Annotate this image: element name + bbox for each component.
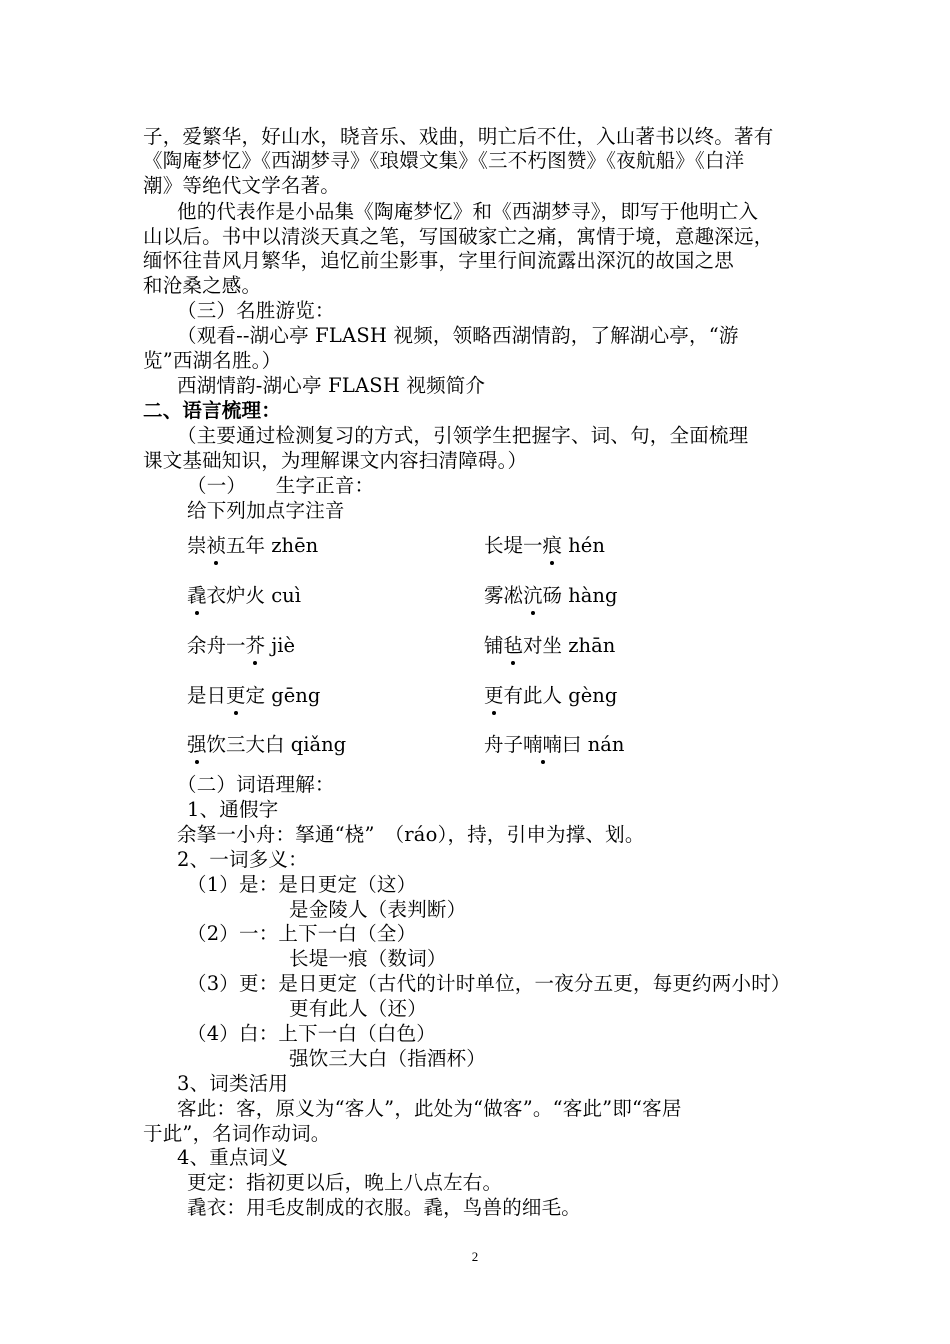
- dotted-char: 强: [187, 733, 207, 756]
- dotted-char: 更: [484, 684, 504, 707]
- pinyin-answer: hén: [568, 534, 605, 557]
- vocab-line: 毳衣：用毛皮制成的衣服。毳，鸟兽的细毛。: [187, 1196, 582, 1219]
- item-text: 铺: [484, 634, 504, 657]
- vocab-line: （1）是：是日更定（这）: [187, 873, 417, 896]
- pinyin-answer: hàng: [568, 584, 618, 607]
- vocab-line: （2）一：上下一白（全）: [187, 922, 417, 945]
- pinyin-item: [484, 684, 617, 708]
- scenic-line-2: 览”西湖名胜。）: [143, 349, 282, 372]
- vocab-line: 客此：客，原义为“客人”，此处为“做客”。“客此”即“客居: [177, 1097, 682, 1120]
- pinyin-item: [484, 634, 615, 658]
- dotted-char: 祯: [206, 534, 227, 557]
- item-text: 有此人: [503, 684, 563, 707]
- section-line-2: 课文基础知识，为理解课文内容扫清障碍。）: [143, 449, 528, 472]
- item-text: 饮三大白: [206, 733, 285, 756]
- vocab-line: 是金陵人（表判断）: [289, 898, 467, 921]
- section-title: 二、语言梳理：: [143, 399, 281, 422]
- item-text: 衣炉火: [206, 584, 266, 607]
- instruction-text: 给下列加点字注音: [187, 499, 345, 522]
- intro-line-5: 山以后。书中以清淡天真之笔，写国破家亡之痛，寓情于境，意趣深远，: [143, 225, 774, 248]
- item-text: 雾凇: [484, 584, 524, 607]
- vocab-heading: （二）词语理解：: [177, 773, 335, 796]
- vocab-topic-2: 2、一词多义：: [177, 848, 308, 871]
- dotted-char: 芥: [245, 634, 266, 657]
- pinyin-answer: zhān: [568, 634, 616, 657]
- pinyin-item: [484, 534, 605, 558]
- subsection-heading: （一） 生字正音：: [187, 474, 375, 497]
- pinyin-answer: gèng: [568, 684, 618, 707]
- item-text: 曰: [562, 733, 582, 756]
- intro-line-7: 和沧桑之感。: [143, 274, 262, 297]
- intro-line-3: 潮》等绝代文学名著。: [143, 174, 341, 197]
- intro-line-4: 他的代表作是小品集《陶庵梦忆》和《西湖梦寻》，即写于他明亡入: [177, 200, 759, 223]
- vocab-topic-3: 3、词类活用: [177, 1072, 289, 1095]
- dotted-char: 更: [226, 684, 246, 707]
- item-text: 是日: [187, 684, 227, 707]
- pinyin-answer: jiè: [271, 634, 296, 657]
- vocab-line: （4）白：上下一白（白色）: [187, 1022, 437, 1045]
- item-text: 余舟一: [187, 634, 246, 657]
- item-text: 砀: [542, 584, 563, 607]
- pinyin-item: [484, 733, 625, 757]
- dotted-char: 沆: [523, 584, 543, 607]
- intro-line-6: 缅怀往昔风月繁华，追忆前尘影事，字里行间流露出深沉的故国之思: [143, 249, 735, 272]
- vocab-line: 更有此人（还）: [289, 997, 427, 1020]
- dotted-char: 喃喃: [523, 733, 563, 756]
- item-text: 长堤一: [484, 534, 543, 557]
- pinyin-item: [187, 584, 301, 608]
- item-text: 定: [245, 684, 266, 707]
- vocab-line: 更定：指初更以后，晚上八点左右。: [187, 1171, 503, 1194]
- intro-line-2: 《陶庵梦忆》《西湖梦寻》《琅嬛文集》《三不朽图赞》《夜航船》《白洋: [143, 149, 745, 172]
- pinyin-item: [484, 584, 617, 608]
- pinyin-answer: cuì: [271, 584, 301, 607]
- pinyin-answer: gēng: [271, 684, 321, 707]
- intro-line-1: 子，爱繁华，好山水，晓音乐、戏曲，明亡后不仕，入山著书以终。著有: [143, 125, 774, 148]
- pinyin-answer: zhēn: [271, 534, 319, 557]
- scenic-line-1: （观看--湖心亭 FLASH 视频，领略西湖情韵，了解湖心亭，“游: [177, 324, 739, 347]
- vocab-line: 余拏一小舟：拏通“桡” （ráo），持，引申为撑、划。: [177, 823, 645, 846]
- section-line-1: （主要通过检测复习的方式，引领学生把握字、词、句，全面梳理: [177, 424, 749, 447]
- scenic-line-3: 西湖情韵-湖心亭 FLASH 视频简介: [177, 374, 486, 397]
- pinyin-answer: nán: [587, 733, 625, 756]
- pinyin-item: [187, 684, 320, 708]
- vocab-line: （3）更：是日更定（古代的计时单位，一夜分五更，每更约两小时）: [187, 972, 791, 995]
- vocab-topic-4: 4、重点词义: [177, 1146, 289, 1169]
- item-text: 对坐: [523, 634, 563, 657]
- page-number: 2: [471, 1249, 479, 1264]
- scenic-heading: （三）名胜游览：: [177, 299, 335, 322]
- dotted-char: 痕: [542, 534, 563, 557]
- item-text: 崇: [187, 534, 207, 557]
- pinyin-answer: qiǎng: [290, 733, 347, 756]
- dotted-char: 毳: [187, 584, 207, 607]
- pinyin-item: [187, 534, 318, 558]
- vocab-topic-1: 1、通假字: [187, 798, 279, 821]
- pinyin-item: [187, 733, 346, 757]
- item-text: 五年: [226, 534, 266, 557]
- item-text: 舟子: [484, 733, 524, 756]
- vocab-line: 于此”，名词作动词。: [143, 1122, 331, 1145]
- vocab-line: 强饮三大白（指酒杯）: [289, 1047, 487, 1070]
- vocab-line: 长堤一痕（数词）: [289, 947, 447, 970]
- dotted-char: 毡: [503, 634, 524, 657]
- pinyin-item: [187, 634, 295, 658]
